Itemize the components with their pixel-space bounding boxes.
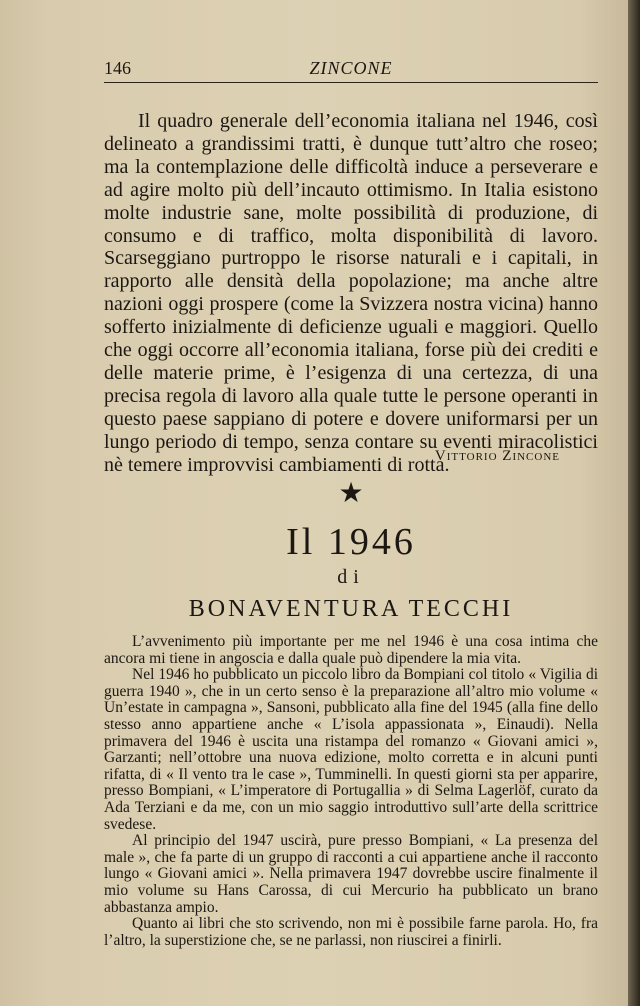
page-number: 146 [104,58,131,78]
running-head: ZINCONE [309,58,393,78]
article-title: Il 1946 [286,521,416,563]
article-title-di: di [337,566,365,588]
star-ornament-icon: ★ [338,476,364,509]
essay-signature: Vittorio Zincone [434,448,560,464]
article-paragraph: Al principio del 1947 uscirà, pure presso Bompiani, « La presenza del male », che fa parte di un gruppo di racconti a cui appartiene anche il racconto lungo « Giovani amici ». Nella primavera 1947 dovrebbe uscire finalmente il mio volume su Hans Carossa, di cui Mercurio ha pubblicato un brano abbastanza ampio. [104,832,598,916]
article-paragraph: L’avvenimento più importante per me nel 1946 è una cosa intima che ancora mi tiene in angoscia e dalla quale può dipendere la mia vita. [104,633,598,667]
page-spine [628,0,640,1006]
article-author: BONAVENTURA TECCHI [188,596,514,622]
essay-paragraph: Il quadro generale dell’economia italiana nel 1946, così delineato a grandissimi tratti, è dunque tutt’altro che roseo; ma la contemplazione delle difficoltà induce a perseverare e ad agire molto più dell’incauto ottimismo. In Italia esistono molte industrie sane, molte possibilità di produzione, di consumo e di traffico, molta disponibilità di lavoro. Scarseggiano purtroppo le risorse naturali e i capitali, in rapporto alle densità della popolazione; ma anche altre nazioni oggi prospere (come la Svizzera nostra vicina) hanno sofferto inizialmente di deficienze uguali e maggiori. Quello che oggi occorre all’economia italiana, forse più dei crediti e delle materie prime, è l’esigenza di una certezza, di una precisa regola di lavoro alla quale tutte le persone operanti in questo paese sappiano di potere e dovere uniformarsi per un lungo periodo di tempo, senza contare su eventi miracolistici nè temere improvvisi cambiamenti di rotta. [104,110,598,476]
page-header [104,56,598,83]
article-paragraph: Nel 1946 ho pubblicato un piccolo libro da Bompiani col titolo « Vigilia di guerra 1940 », che in un certo senso è la preparazione all’altro mio volume « Un’estate in campagna », Sansoni, pubblicato alla fine del 1945 (alla fine dello stesso anno appartiene anche « L’isola appassionata », Einaudi). Nella primavera del 1946 è uscita una ristampa del romanzo « Giovani amici », Garzanti; nell’ottobre una nuova edizione, molto corretta e in alcuni punti rifatta, di « Il vento tra le case », Tumminelli. In questi giorni sta per apparire, presso Bompiani, « L’imperatore di Portugallia » di Selma Lagerlöf, curato da Ada Terziani e da me, con un mio saggio introduttivo sull’arte della scrittrice svedese. [104,666,598,833]
article-paragraph: Quanto ai libri che sto scrivendo, non mi è possibile farne parola. Ho, fra l’altro, la superstizione che, se ne parlassi, non riuscirei a finirli. [104,915,598,949]
article-body [104,634,598,949]
